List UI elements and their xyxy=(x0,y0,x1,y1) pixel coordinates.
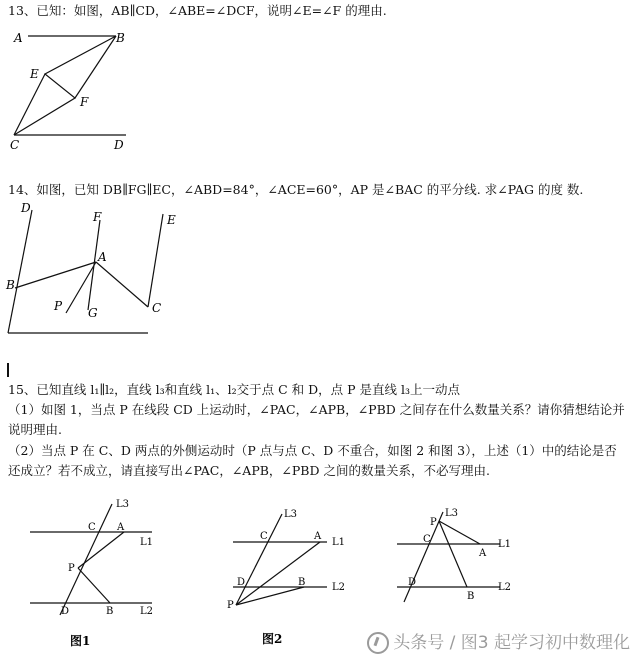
q14-label-E: E xyxy=(167,213,176,227)
fig2-caption: 图2 xyxy=(262,632,283,646)
q15-line-5: 还成立？若不成立，请直接写出∠PAC，∠APB，∠PBD 之间的数量关系，不必写理由. xyxy=(8,463,490,478)
q14-label-G: G xyxy=(88,306,98,320)
fig3-label-L2: L2 xyxy=(498,582,512,593)
fig3-label-D: D xyxy=(408,577,417,588)
fig1-label-L3: L3 xyxy=(116,499,130,510)
fig1-label-A: A xyxy=(117,522,125,533)
q15-line-3: 说明理由. xyxy=(8,422,62,437)
q14-text: 14、如图，已知 DB∥FG∥EC，∠ABD=84°，∠ACE=60°，AP 是∠BAC 的平分线. 求∠PAG 的度 数. xyxy=(8,182,584,197)
fig1-label-B: B xyxy=(106,606,114,617)
q13-text: 13、已知：如图，AB∥CD，∠ABE=∠DCF，说明∠E=∠F 的理由. xyxy=(8,3,387,18)
q13-label-D: D xyxy=(114,138,124,152)
q13-label-B: B xyxy=(116,31,125,45)
q13-label-F: F xyxy=(80,95,89,109)
fig1-label-P: P xyxy=(68,563,75,574)
q14-label-A: A xyxy=(98,250,107,264)
q13-figure xyxy=(0,26,150,156)
fig2-label-L3: L3 xyxy=(284,509,298,520)
text-cursor xyxy=(7,363,9,377)
q13-label-E: E xyxy=(30,67,39,81)
q15-line-2: （1）如图 1，当点 P 在线段 CD 上运动时，∠PAC，∠APB，∠PBD 之间存在什么数量关系？请你猜想结论并 xyxy=(8,402,625,417)
q14-label-P: P xyxy=(54,299,63,313)
q13-label-A: A xyxy=(14,31,23,45)
toutiao-logo-icon xyxy=(367,632,389,654)
fig2-label-C: C xyxy=(260,531,268,542)
fig3-label-L1: L1 xyxy=(498,539,512,550)
fig3-label-A: A xyxy=(479,548,487,559)
q13-label-C: C xyxy=(10,138,20,152)
q14-label-D: D xyxy=(21,201,31,215)
watermark xyxy=(367,628,630,654)
fig2-label-L1: L1 xyxy=(332,537,346,548)
fig2-label-D: D xyxy=(237,577,246,588)
q14-figure xyxy=(0,200,190,340)
q14-label-C: C xyxy=(152,301,162,315)
fig3-label-C: C xyxy=(423,534,431,545)
fig1-label-C: C xyxy=(88,522,96,533)
fig2-label-B: B xyxy=(298,577,306,588)
q15-line-4: （2）当点 P 在 C、D 两点的外侧运动时（P 点与点 C、D 不重合，如图 2 和图 3），上述（1）中的结论是否 xyxy=(8,443,617,458)
fig2-label-P: P xyxy=(227,600,234,611)
q15-line-1: 15、已知直线 l₁∥l₂，直线 l₃和直线 l₁、l₂交于点 C 和 D，点 P 是直线 l₃上一动点 xyxy=(8,382,460,397)
q14-label-F: F xyxy=(93,210,102,224)
fig1-caption: 图1 xyxy=(70,634,91,648)
fig3-label-L3: L3 xyxy=(445,508,459,519)
fig3-label-B: B xyxy=(467,591,475,602)
fig1-label-D: D xyxy=(61,606,70,617)
watermark-text: 头条号 / 图3 起学习初中数理化 xyxy=(393,633,630,653)
fig1-label-L2: L2 xyxy=(140,606,154,617)
q14-label-B: B xyxy=(6,278,15,292)
fig2-label-A: A xyxy=(314,531,322,542)
fig1-label-L1: L1 xyxy=(140,537,154,548)
fig2-label-L2: L2 xyxy=(332,582,346,593)
fig3-label-P: P xyxy=(430,517,437,528)
